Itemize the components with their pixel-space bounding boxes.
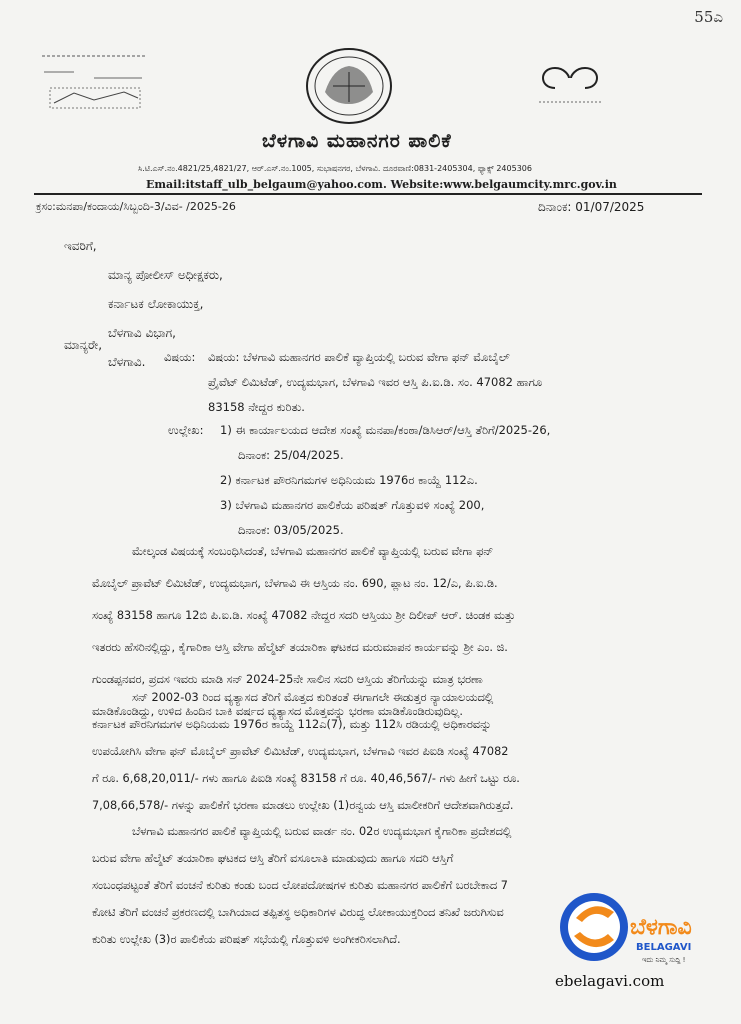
- paragraph-line: ಕೋಟಿ ತೆರಿಗೆ ವಂಚನೆ ಪ್ರಕರಣದಲ್ಲಿ ಬಾಗಿಯಾದ ತಪ್ಪಿತಸ್ಥ ಅಧಿಕಾರಿಗಳ ವಿರುದ್ಧ ಲೋಕಾಯುಕ್ತರಿಂದ ತನಿಖೆ ಜರುಗಿಸುವ: [92, 906, 504, 919]
- date-value: 01/07/2025: [575, 200, 645, 214]
- reference-item: ದಿನಾಂಕ: 03/05/2025.: [238, 523, 344, 537]
- paragraph-line: ಬೆಳಗಾವಿ ಮಹಾನಗರ ಪಾಲಿಕೆ ವ್ಯಾಪ್ತಿಯಲ್ಲಿ ಬರುವ ವಾರ್ಡ ನಂ. 02ರ ಉದ್ಯಮಭಾಗ ಕೈಗಾರಿಕಾ ಪ್ರದೇಶದಲ್ಲಿ: [132, 825, 512, 838]
- subject-line: 83158 ನೇದ್ದರ ಕುರಿತು.: [208, 400, 305, 414]
- office-address: ಸಿ.ಟಿ.ಎಸ್.ನಂ.4821/25,4821/27, ಆರ್.ಎಸ್.ನಂ.1005, ಸುಭಾಷನಗರ, ಬೆಳಗಾವಿ. ದೂರವಾಣಿ:0831-2405304, ಫ್ಯಾಕ್ಸ್ 2405306: [138, 164, 532, 173]
- watermark-site: ebelagavi.com: [555, 972, 665, 990]
- body-paragraph-3: [92, 818, 511, 953]
- paragraph-line: ಕುರಿತು ಉಲ್ಲೇಖ (3)ರ ಪಾಲಿಕೆಯ ಪರಿಷತ್ ಸಭೆಯಲ್ಲಿ ಗೊತ್ತುವಳಿ ಅಂಗೀಕರಿಸಲಾಗಿದೆ.: [92, 933, 401, 946]
- date-label: ದಿನಾಂಕ:: [538, 200, 572, 214]
- recipient-greeting: ಇವರಿಗೆ,: [64, 239, 97, 253]
- references-block: [168, 418, 550, 543]
- paragraph-line: ಸನ್ 2002-03 ರಿಂದ ವ್ಯತ್ಯಾಸದ ತೆರಿಗೆ ಮೊತ್ತದ ಕುರಿತಂತೆ ಈಗಾಗಲೇ ಈಡುತ್ತರ ನ್ಯಾಯಾಲಯದಲ್ಲಿ: [132, 691, 494, 704]
- reference-item: 2) ಕರ್ನಾಟಕ ಪೌರನಿಗಮಗಳ ಅಧಿನಿಯಮ 1976ರ ಕಾಯ್ದೆ 112ಎ.: [220, 473, 478, 487]
- reference-item: 3) ಬೆಳಗಾವಿ ಮಹಾನಗರ ಪಾಲಿಕೆಯ ಪರಿಷತ್ ಗೊತ್ತುವಳಿ ಸಂಖ್ಯೆ 200,: [220, 498, 485, 512]
- recipient-line: ಬೆಳಗಾವಿ ವಿಭಾಗ,: [108, 326, 176, 340]
- recipient-line: ಮಾನ್ಯ ಪೋಲೀಸ್ ಅಧೀಕ್ಷಕರು,: [108, 268, 223, 282]
- paragraph-line: ಇತರರು ಹೆಸರಿನಲ್ಲಿದ್ದು, ಕೈಗಾರಿಕಾ ಆಸ್ತಿ ವೇಗಾ ಹೆಲ್ಮೆಟ್ ತಯಾರಿಕಾ ಘಟಕದ ಮರುಮಾಪನ ಕಾರ್ಯವನ್ನು ಶ್ರೀ ಎಂ. ಜಿ.: [92, 641, 508, 654]
- paragraph-line: ಮೇಲ್ಕಂಡ ವಿಷಯಕ್ಕೆ ಸಂಬಂಧಿಸಿದಂತೆ, ಬೆಳಗಾವಿ ಮಹಾನಗರ ಪಾಲಿಕೆ ವ್ಯಾಪ್ತಿಯಲ್ಲಿ ಬರುವ ವೇಗಾ ಫನ್: [132, 545, 494, 558]
- subject-line: ಪ್ರೈವೆಟ್ ಲಿಮಿಟೆಡ್, ಉದ್ಯಮಭಾಗ, ಬೆಳಗಾವಿ ಇವರ ಆಸ್ತಿ ಪಿ.ಐ.ಡಿ. ಸಂ. 47082 ಹಾಗೂ: [208, 375, 543, 389]
- paragraph-line: 7,08,66,578/- ಗಳನ್ನು ಪಾಲಿಕೆಗೆ ಭರಣಾ ಮಾಡಲು ಉಲ್ಲೇಖ (1)ರನ್ವಯ ಆಸ್ತಿ ಮಾಲೀಕರಿಗೆ ಆದೇಶವಾಗಿರುತ್ತದೆ.: [92, 799, 514, 812]
- left-logo: [34, 48, 154, 118]
- date-block: [538, 200, 644, 215]
- recipient-line: ಬೆಳಗಾವಿ.: [108, 355, 146, 369]
- watermark-tagline: ಇದು ನಿಮ್ಮ ಸುದ್ದಿ !: [642, 956, 686, 964]
- paragraph-line: ಗುಂಡಪ್ಪನವರ, ಪ್ರದಸ ಇವರು ಮಾಡಿ ಸನ್ 2024-25ನೇ ಸಾಲಿನ ಸದರಿ ಆಸ್ತಿಯ ತೆರಿಗೆಯನ್ನು ಮಾತ್ರ ಭರಣಾ: [92, 673, 483, 686]
- page-mark: 55ಎ: [694, 8, 723, 26]
- paragraph-line: ಮಾಡಿಕೊಂಡಿದ್ದು, ಉಳಿದ ಹಿಂದಿನ ಬಾಕಿ ವರ್ಷದ ವ್ಯತ್ಯಾಸದ ಮೊತ್ತವನ್ನು ಭರಣಾ ಮಾಡಿಕೊಂಡಿರುವುದಿಲ್ಲ.: [92, 705, 463, 718]
- office-title: ಬೆಳಗಾವಿ ಮಹಾನಗರ ಪಾಲಿಕೆ: [262, 130, 452, 152]
- watermark-brand-en: BELAGAVI: [636, 942, 692, 953]
- reference-item: ದಿನಾಂಕ: 25/04/2025.: [238, 448, 344, 462]
- subject-block: [164, 345, 542, 420]
- office-contact: Email:itstaff_ulb_belgaum@yahoo.com. Website:www.belgaumcity.mrc.gov.in: [146, 178, 617, 191]
- subject-label: ವಿಷಯ:: [164, 350, 196, 364]
- paragraph-line: ಬರುವ ವೇಗಾ ಹೆಲ್ಮೆಟ್ ತಯಾರಿಕಾ ಘಟಕದ ಆಸ್ತಿ ತೆರಿಗೆ ವಸೂಲಾತಿ ಮಾಡುವುದು ಹಾಗೂ ಸದರಿ ಆಸ್ತಿಗೆ: [92, 852, 454, 865]
- right-logo: [525, 58, 615, 108]
- reference-number: ಕ್ರಸಂ:ಮನಪಾ/ಕಂದಾಯ/ಸಿಬ್ಬಂದಿ-3/ವಿವ- /2025-26: [36, 200, 236, 213]
- paragraph-line: ಕರ್ನಾಟಕ ಪೌರನಿಗಮಗಳ ಅಧಿನಿಯಮ 1976ರ ಕಾಯ್ದೆ 112ಎ(7), ಮತ್ತು 112ಸಿ ರಡಿಯಲ್ಲಿ ಅಧಿಕಾರವನ್ನು: [92, 718, 492, 731]
- paragraph-line: ಸಂಬಂಧಪಟ್ಟಂತೆ ತೆರಿಗೆ ವಂಚನೆ ಕುರಿತು ಕಂಡು ಬಂದ ಲೋಪದೋಷಗಳ ಕುರಿತು ಮಹಾನಗರ ಪಾಲಿಕೆಗೆ ಬರಬೇಕಾದ 7: [92, 879, 508, 892]
- recipient-line: ಕರ್ನಾಟಕ ಲೋಕಾಯುಕ್ತ,: [108, 297, 204, 311]
- reference-item: 1) ಈ ಕಾರ್ಯಾಲಯದ ಆದೇಶ ಸಂಖ್ಯೆ ಮನಪಾ/ಕಂಠಾ/ಡಿಸಿಆರ್/ಆಸ್ತಿ ತೆರಿಗೆ/2025-26,: [220, 423, 551, 437]
- paragraph-line: ಗೆ ರೂ. 6,68,20,011/- ಗಳು ಹಾಗೂ ಪಿಐಡಿ ಸಂಖ್ಯೆ 83158 ಗೆ ರೂ. 40,46,567/- ಗಳು ಹೀಗೆ ಒಟ್ಟು ರೂ.: [92, 772, 520, 785]
- paragraph-line: ಮೊಬೈಲ್ ಪ್ರಾವೆಟ್ ಲಿಮಿಟೆಡ್, ಉದ್ಯಮಭಾಗ, ಬೆಳಗಾವಿ ಈ ಆಸ್ತಿಯ ನಂ. 690, ಪ್ಲಾಟ ನಂ. 12/ಎ, ಪಿ.ಐ.ಡಿ.: [92, 577, 498, 590]
- body-paragraph-2: [92, 684, 520, 819]
- references-label: ಉಲ್ಲೇಖ:: [168, 423, 204, 437]
- paragraph-line: ಉಪಯೋಗಿಸಿ ವೇಗಾ ಫನ್ ಮೊಬೈಲ್ ಪ್ರಾವೆಟ್ ಲಿಮಿಟೆಡ್, ಉದ್ಯಮಭಾಗ, ಬೆಳಗಾವಿ ಇವರ ಪಿಐಡಿ ಸಂಖ್ಯೆ 47082: [92, 745, 509, 758]
- watermark-logo: [556, 888, 726, 966]
- emblem: [303, 46, 395, 126]
- subject-line: ವಿಷಯ: ಬೆಳಗಾವಿ ಮಹಾನಗರ ಪಾಲಿಕೆ ವ್ಯಾಪ್ತಿಯಲ್ಲಿ ಬರುವ ವೇಗಾ ಫನ್ ಮೊಬೈಲ್: [208, 350, 510, 364]
- watermark-brand-kn: ಬೆಳಗಾವಿ: [630, 915, 692, 940]
- header-rule: [34, 193, 702, 195]
- salutation: ಮಾನ್ಯರೇ,: [64, 338, 103, 352]
- paragraph-line: ಸಂಖ್ಯೆ 83158 ಹಾಗೂ 12ಬಿ ಪಿ.ಐ.ಡಿ. ಸಂಖ್ಯೆ 47082 ನೇದ್ದರ ಸದರಿ ಆಸ್ತಿಯು ಶ್ರೀ ದಿಲೀಪ್ ಆರ್. ಚಿಂಡಕ ಮತ್ತು: [92, 609, 516, 622]
